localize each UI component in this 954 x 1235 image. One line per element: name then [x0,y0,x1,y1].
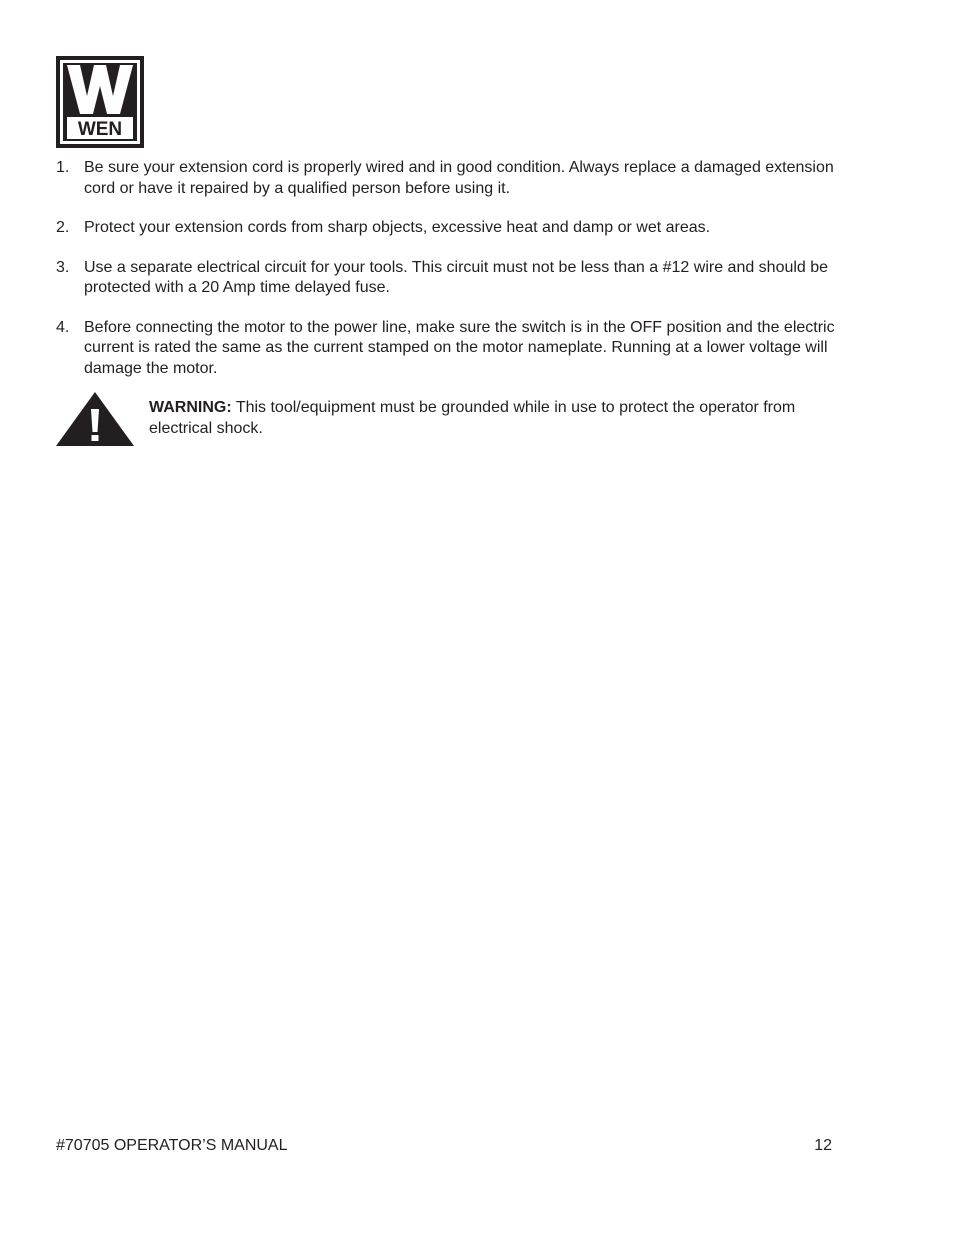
list-item-text: Be sure your extension cord is properly wired and in good condition. Always replace a damaged extension cord or have it repaired by a qualified person before using it. [84,159,834,197]
warning-triangle-icon [56,392,134,446]
manual-title: #70705 OPERATOR’S MANUAL [56,1137,288,1154]
list-item-number: 2. [56,219,70,236]
safety-instructions-list [56,158,846,398]
svg-text:®: ® [141,59,144,64]
list-item [56,158,846,199]
list-item [56,258,846,299]
warning-text [149,398,829,446]
page-number: 12 [814,1137,832,1154]
page-footer [56,1137,832,1155]
list-item-number: 1. [56,159,70,176]
warning-notice [56,392,846,446]
list-item-text: Before connecting the motor to the power line, make sure the switch is in the OFF position and the electric current is rated the same as the current stamped on the motor nameplate. Running at a lower voltage will damage the motor. [84,318,835,377]
list-item [56,318,846,380]
wen-logo-icon [56,56,144,148]
list-item-number: 3. [56,258,70,276]
list-item [56,218,846,239]
list-item-text: Use a separate electrical circuit for your tools. This circuit must not be less than a #12 wire and should be protected with a 20 Amp time delayed fuse. [84,258,829,296]
warning-message: This tool/equipment must be grounded while in use to protect the operator from electrical shock. [149,399,796,437]
svg-text:WEN: WEN [77,119,123,140]
list-item-number: 4. [56,318,70,336]
list-item-text: Protect your extension cords from sharp objects, excessive heat and damp or wet areas. [84,219,711,236]
warning-label: WARNING: [149,399,232,416]
